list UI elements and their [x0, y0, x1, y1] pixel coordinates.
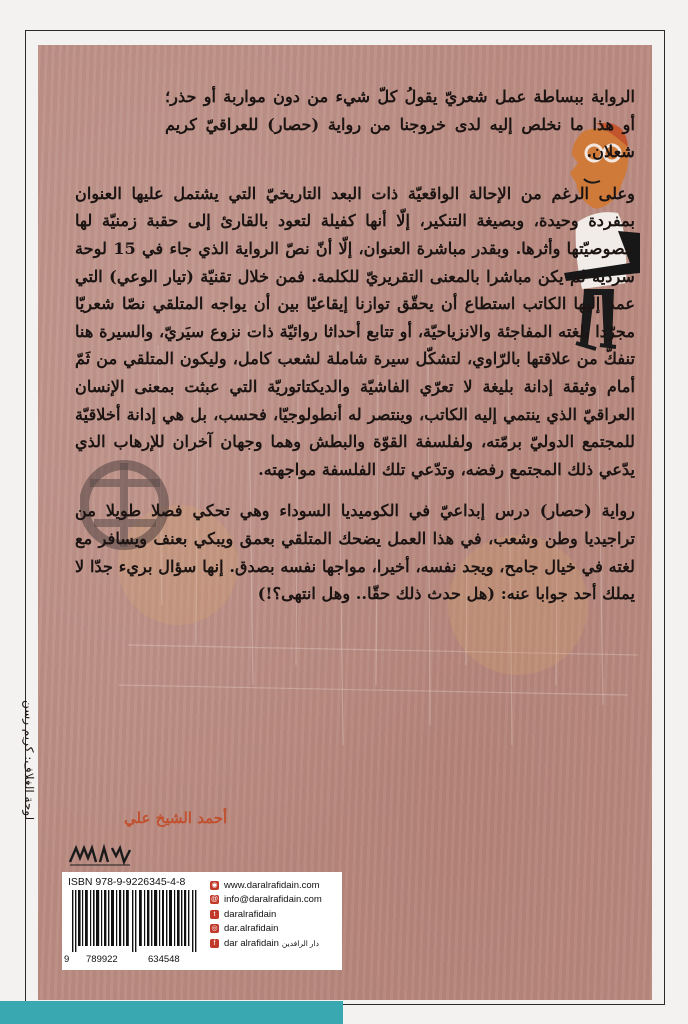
email-icon: @ [210, 896, 219, 904]
barcode-panel [62, 872, 342, 970]
bottom-color-strip [0, 1001, 343, 1024]
contact-website-text: www.daralrafidain.com [224, 879, 320, 891]
contact-email[interactable] [210, 893, 338, 908]
blurb-paragraph-3: رواية (حصار) درس إبداعيّ في الكوميديا السوداء وهي تحكي فصلا طويلا من تراجيديا وطن وشعب، في هذا العمل يضحك المتلقي بعمق ويبكي بعنف ويسافر مع لغته في خيال جامح، ويجد نفسه، أخيرا، مواجها نفسه بصدق. إنها سؤال بريء جدّا لا يملك أحد جوابا عنه: (هل حدث ذلك حقّا.. وهل انتهى؟!) [75, 501, 635, 604]
contact-website[interactable] [210, 878, 338, 893]
publisher-contacts [210, 878, 338, 951]
contact-instagram-text: dar.alrafidain [224, 923, 279, 935]
blurb-text [75, 83, 635, 622]
blurb-paragraph-1: الرواية ببساطة عمل شعريّ يقولُ كلّ شيء من دون مواربة أو حذر؛ أو هذا ما نخلص إليه لدى خروجنا من رواية (حصار) للعراقيّ كريم شعلان. [165, 87, 635, 162]
contact-facebook[interactable] [210, 936, 338, 951]
cover-credit [18, 700, 40, 860]
barcode-digits-group1: 789922 [86, 954, 118, 965]
barcode-digit-lead: 9 [64, 954, 70, 965]
contact-email-text: info@daralrafidain.com [224, 894, 322, 906]
twitter-icon: t [210, 910, 219, 919]
contact-twitter[interactable] [210, 907, 338, 922]
barcode [68, 890, 204, 952]
publisher-logo [68, 842, 132, 868]
instagram-icon: ◎ [211, 925, 218, 933]
isbn-number: ISBN 978-9-9226345-4-8 [68, 876, 186, 888]
contact-twitter-text: daralrafidain [224, 908, 277, 920]
facebook-icon: f [210, 939, 219, 948]
blurb-paragraph-2: وعلى الرغم من الإحالة الواقعيّة ذات البعد التاريخيّ التي يشتمل عليها العنوان بمفردة وحيدة، وبصيغة التنكير، إلّا أنها كفيلة لتعود بالقارئ إلى حقبة زمنيّة لها خصوصيّتها وأثرها. وبقدر مباشرة العنوان، إلّا أنّ نصّ الرواية الذي جاء في 15 لوحة سرديّة لم يكن مباشرا بالمعنى التقريريّ للكلمة. فمن خلال تقنيّة (تيار الوعي) التي عمد إليها الكاتب استطاع أن يحقّق توازنا إيقاعيّا بين أن يواجه المتلقي نصّا شعريّا مجرّدا بلغته المفاجئة والانزياحيّة، أو تتابع أحداثا روائيّة ذات نزوع سيَريّ، والسيرة هنا تنفكّ من علاقتها بالرّاوي، لتشكّل سيرة شاملة لشعب كامل، وليكون المتلقي من ثَمّ أمام وثيقة إدانة بليغة لا تعرّي الفاشيّة والديكتاتوريّة التي عبثت بمعنى الإنسان العراقيّ الذي ينتمي إليه الكاتب، وينتصر له أنطولوجيّا، فحسب، بل هي إدانة أخلاقيّة للمجتمع الدوليّ برمّته، ولفلسفة القوّة والبطش وهما وجهان آخران للإرهاب الذي يدّعي ذلك المجتمع رفضه، وتدّعي تلك الفلسفة مواجهته. [75, 183, 635, 479]
barcode-digits-group2: 634548 [148, 954, 180, 965]
contact-instagram[interactable] [210, 922, 338, 937]
globe-icon: ◉ [211, 881, 218, 889]
author-signature: أحمد الشيخ علي [124, 809, 228, 827]
publisher-name-small: دار الرافدين [281, 938, 319, 948]
cover-credit-text: لوحة الغلاف: كريم رسن [22, 700, 36, 821]
contact-facebook-text: dar alrafidain [224, 937, 279, 949]
